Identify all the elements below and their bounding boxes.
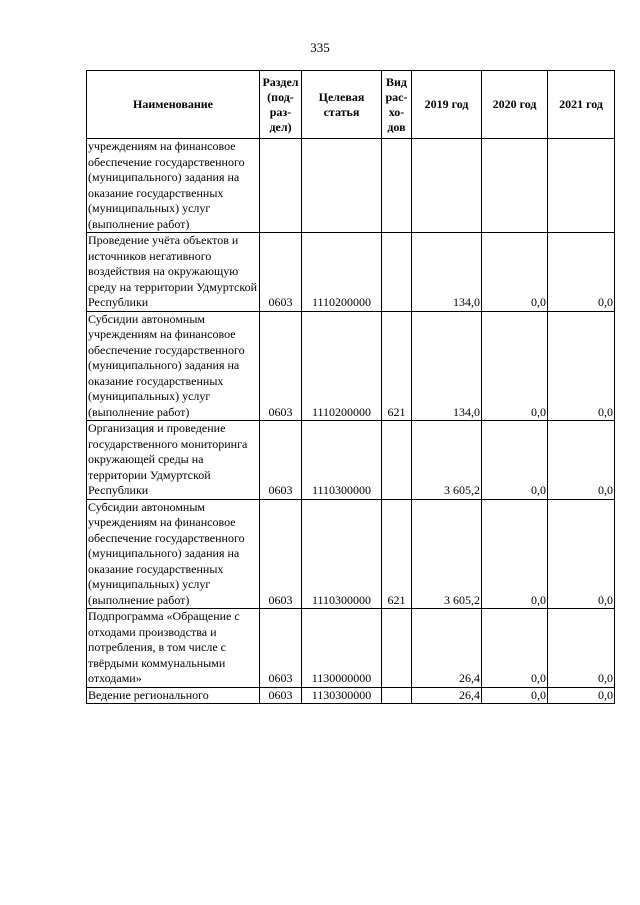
header-expense-type: Вид рас-хо-дов bbox=[382, 71, 412, 139]
row-2019 bbox=[412, 139, 482, 233]
row-2019: 26,4 bbox=[412, 687, 482, 704]
row-name: Субсидии автономным учреждениям на финансовое обеспечение государственного (муниципального) задания на оказание государственных (муниципальных) услуг (выполнение работ) bbox=[87, 311, 260, 421]
row-expense-type bbox=[382, 687, 412, 704]
row-target: 1130300000 bbox=[302, 687, 382, 704]
row-expense-type bbox=[382, 233, 412, 312]
table-row bbox=[87, 687, 615, 704]
row-name: Субсидии автономным учреждениям на финансовое обеспечение государственного (муниципального) задания на оказание государственных (муниципальных) услуг (выполнение работ) bbox=[87, 499, 260, 609]
row-2019: 3 605,2 bbox=[412, 421, 482, 500]
row-expense-type bbox=[382, 139, 412, 233]
row-expense-type bbox=[382, 421, 412, 500]
row-name: Подпрограмма «Обращение с отходами производства и потребления, в том числе с твёрдыми коммунальными отходами» bbox=[87, 609, 260, 688]
table-row bbox=[87, 233, 615, 312]
row-2021: 0,0 bbox=[548, 233, 615, 312]
table-header-row bbox=[87, 71, 615, 139]
header-2019: 2019 год bbox=[412, 71, 482, 139]
row-2021: 0,0 bbox=[548, 311, 615, 421]
row-target bbox=[302, 139, 382, 233]
row-expense-type: 621 bbox=[382, 311, 412, 421]
row-2020: 0,0 bbox=[482, 311, 548, 421]
table-row bbox=[87, 609, 615, 688]
table-row bbox=[87, 311, 615, 421]
row-2020: 0,0 bbox=[482, 499, 548, 609]
row-2020: 0,0 bbox=[482, 687, 548, 704]
row-2021: 0,0 bbox=[548, 499, 615, 609]
row-expense-type bbox=[382, 609, 412, 688]
row-target: 1110200000 bbox=[302, 311, 382, 421]
row-section: 0603 bbox=[260, 233, 302, 312]
row-section: 0603 bbox=[260, 421, 302, 500]
row-section: 0603 bbox=[260, 687, 302, 704]
row-target: 1110300000 bbox=[302, 499, 382, 609]
budget-table bbox=[86, 70, 615, 704]
row-2020: 0,0 bbox=[482, 609, 548, 688]
row-2021 bbox=[548, 139, 615, 233]
row-name: Организация и проведение государственного мониторинга окружающей среды на территории Удмуртской Республики bbox=[87, 421, 260, 500]
table-row bbox=[87, 499, 615, 609]
header-2021: 2021 год bbox=[548, 71, 615, 139]
row-name: Проведение учёта объектов и источников негативного воздействия на окружающую среду на территории Удмуртской Республики bbox=[87, 233, 260, 312]
table-row bbox=[87, 139, 615, 233]
row-2019: 3 605,2 bbox=[412, 499, 482, 609]
row-section: 0603 bbox=[260, 499, 302, 609]
header-section: Раздел (под-раз-дел) bbox=[260, 71, 302, 139]
row-name: учреждениям на финансовое обеспечение государственного (муниципального) задания на оказание государственных (муниципальных) услуг (выполнение работ) bbox=[87, 139, 260, 233]
row-target: 1130000000 bbox=[302, 609, 382, 688]
row-2020: 0,0 bbox=[482, 233, 548, 312]
row-2019: 134,0 bbox=[412, 233, 482, 312]
row-2021: 0,0 bbox=[548, 609, 615, 688]
row-2019: 26,4 bbox=[412, 609, 482, 688]
row-2021: 0,0 bbox=[548, 421, 615, 500]
row-section: 0603 bbox=[260, 609, 302, 688]
row-name: Ведение регионального bbox=[87, 687, 260, 704]
header-name: Наименование bbox=[87, 71, 260, 139]
row-section bbox=[260, 139, 302, 233]
row-2019: 134,0 bbox=[412, 311, 482, 421]
row-2021: 0,0 bbox=[548, 687, 615, 704]
row-target: 1110300000 bbox=[302, 421, 382, 500]
row-2020: 0,0 bbox=[482, 421, 548, 500]
row-section: 0603 bbox=[260, 311, 302, 421]
page-number: 335 bbox=[310, 40, 330, 55]
table-row bbox=[87, 421, 615, 500]
row-target: 1110200000 bbox=[302, 233, 382, 312]
header-2020: 2020 год bbox=[482, 71, 548, 139]
row-expense-type: 621 bbox=[382, 499, 412, 609]
row-2020 bbox=[482, 139, 548, 233]
header-target: Целевая статья bbox=[302, 71, 382, 139]
